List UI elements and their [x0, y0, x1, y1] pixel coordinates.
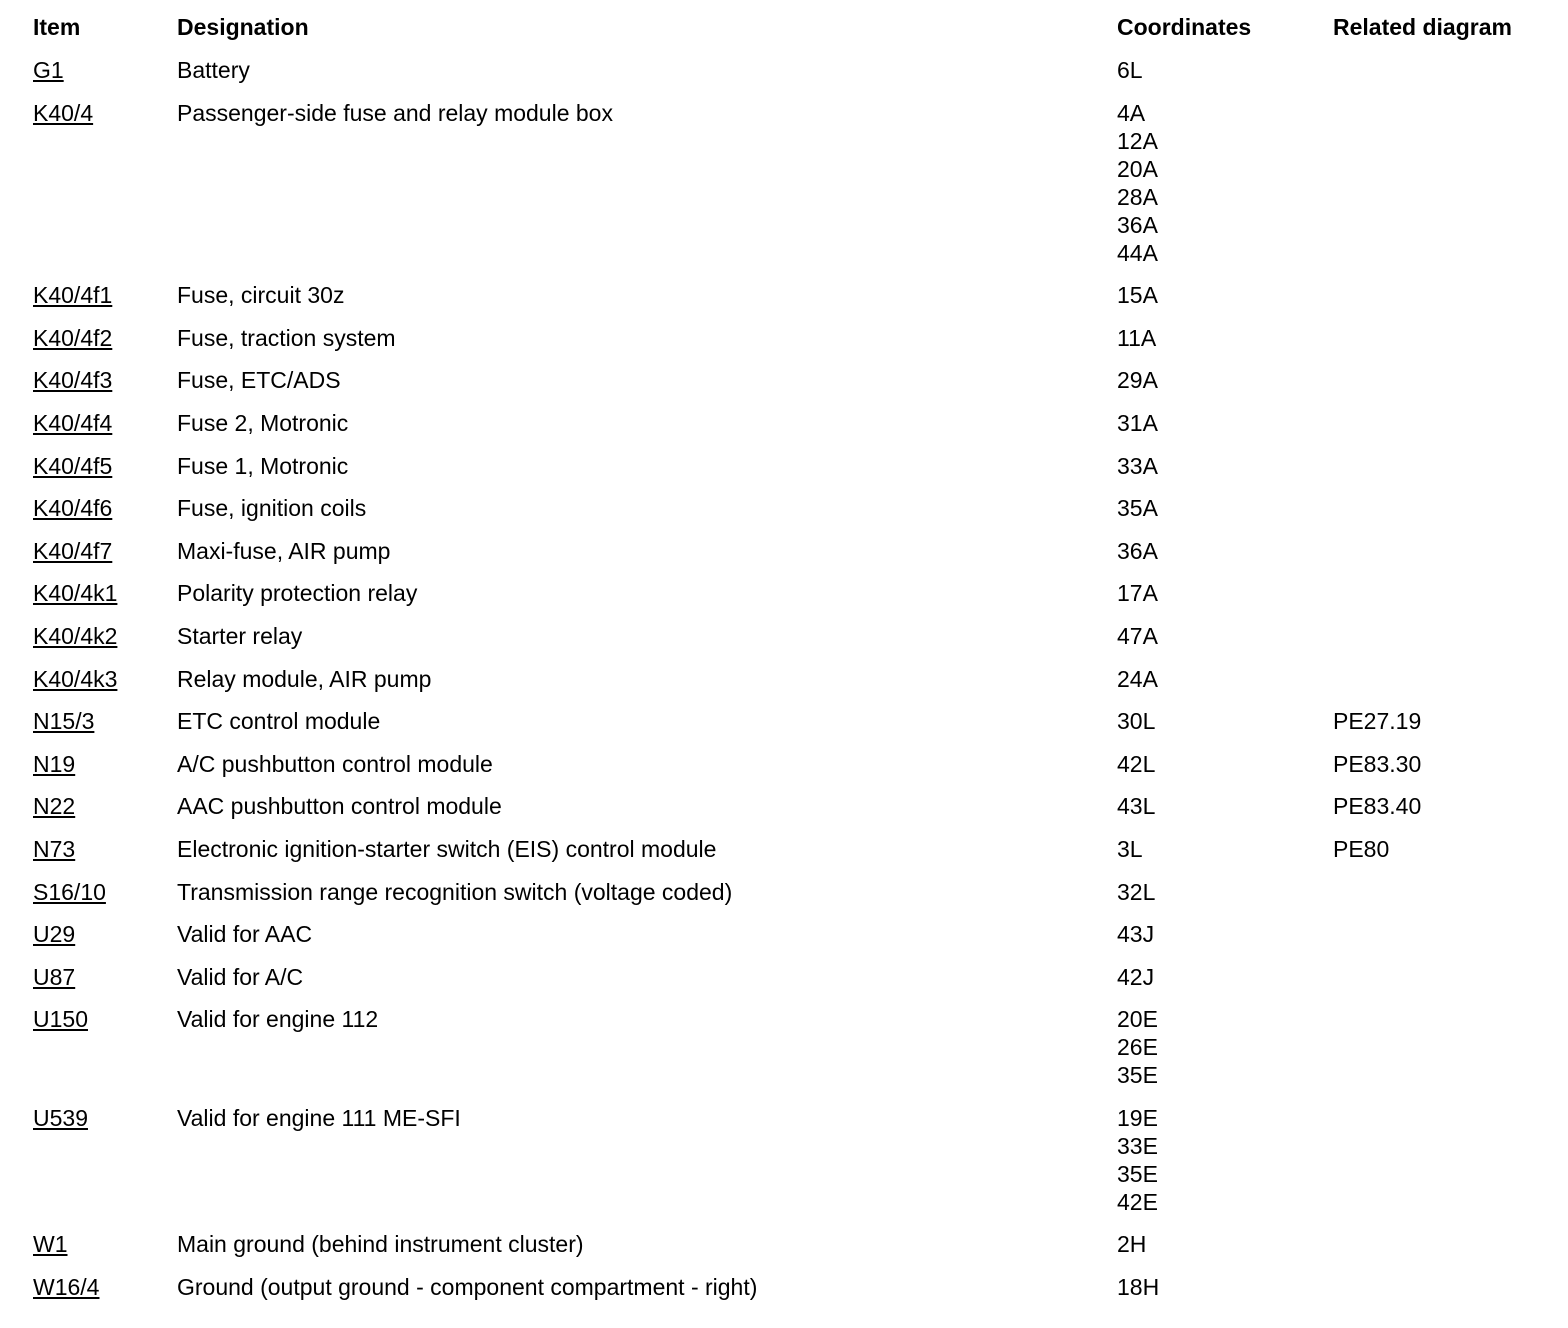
- table-row: [0, 920, 1568, 963]
- coordinate-value: 17A: [1117, 580, 1158, 607]
- table-header: [0, 14, 1568, 48]
- coordinate-value: 11A: [1117, 324, 1157, 351]
- header-related-diagram: Related diagram: [1333, 14, 1512, 40]
- table-row: [0, 707, 1568, 750]
- coordinates-cell: [1117, 56, 1317, 84]
- coordinate-value: 28A: [1117, 183, 1158, 210]
- coordinate-value: 43L: [1117, 793, 1156, 820]
- coordinate-value: 31A: [1117, 409, 1158, 436]
- table-row: [0, 1005, 1568, 1104]
- coordinate-value: 42E: [1117, 1188, 1158, 1215]
- coordinate-value: 47A: [1117, 622, 1158, 649]
- coordinates-cell: [1117, 579, 1317, 607]
- coordinate-value: 35E: [1117, 1160, 1158, 1187]
- table-row: [0, 835, 1568, 878]
- coordinate-value: 42J: [1117, 963, 1155, 990]
- designation-cell: Starter relay: [177, 622, 303, 649]
- coordinates-cell: [1117, 494, 1317, 522]
- designation-cell: Battery: [177, 57, 250, 83]
- coordinates-cell: [1117, 1273, 1317, 1301]
- item-link[interactable]: N73: [33, 835, 76, 862]
- item-link[interactable]: N19: [33, 750, 76, 777]
- item-link[interactable]: K40/4k3: [33, 665, 118, 692]
- coordinates-cell: [1117, 622, 1317, 650]
- coordinates-cell: [1117, 366, 1317, 394]
- table-row: [0, 281, 1568, 324]
- coordinates-cell: [1117, 452, 1317, 480]
- coordinate-value: 26E: [1117, 1034, 1158, 1061]
- coordinate-value: 43J: [1117, 921, 1155, 948]
- designation-cell: Valid for A/C: [177, 963, 304, 990]
- table-row: [0, 409, 1568, 452]
- item-link[interactable]: N22: [33, 793, 76, 820]
- item-link[interactable]: S16/10: [33, 878, 106, 905]
- item-link[interactable]: U150: [33, 1006, 88, 1033]
- designation-cell: AAC pushbutton control module: [177, 793, 502, 820]
- coordinate-value: 15A: [1117, 282, 1158, 309]
- coordinates-cell: [1117, 409, 1317, 437]
- coordinates-cell: [1117, 963, 1317, 991]
- item-link[interactable]: G1: [33, 57, 64, 83]
- coordinate-value: 44A: [1117, 239, 1158, 266]
- item-link[interactable]: K40/4f2: [33, 324, 113, 351]
- coordinates-cell: [1117, 878, 1317, 906]
- coordinates-cell: [1117, 1104, 1317, 1216]
- designation-cell: Fuse 2, Motronic: [177, 409, 349, 436]
- coordinates-cell: [1117, 1005, 1317, 1089]
- item-link[interactable]: N15/3: [33, 708, 95, 735]
- designation-cell: Fuse, ETC/ADS: [177, 367, 341, 394]
- designation-cell: Fuse 1, Motronic: [177, 452, 349, 479]
- coordinate-value: 18H: [1117, 1274, 1160, 1301]
- table-row: [0, 494, 1568, 537]
- table-row: [0, 622, 1568, 665]
- coordinates-cell: [1117, 1230, 1317, 1258]
- coordinate-value: 32L: [1117, 878, 1156, 905]
- designation-cell: Main ground (behind instrument cluster): [177, 1231, 584, 1258]
- coordinates-cell: [1117, 665, 1317, 693]
- coordinate-value: 20E: [1117, 1006, 1158, 1033]
- coordinate-value: 6L: [1117, 57, 1143, 83]
- coordinates-cell: [1117, 707, 1317, 735]
- designation-cell: Maxi-fuse, AIR pump: [177, 537, 391, 564]
- table-row: [0, 1104, 1568, 1231]
- designation-cell: Polarity protection relay: [177, 580, 418, 607]
- item-link[interactable]: K40/4f7: [33, 537, 113, 564]
- designation-cell: Valid for engine 112: [177, 1006, 379, 1033]
- item-link[interactable]: U29: [33, 921, 76, 948]
- item-link[interactable]: U539: [33, 1104, 88, 1131]
- designation-cell: Ground (output ground - component compartment - right): [177, 1274, 758, 1301]
- table-row: [0, 452, 1568, 495]
- related-diagram-cell: PE83.40: [1333, 793, 1422, 820]
- item-link[interactable]: U87: [33, 963, 76, 990]
- item-link[interactable]: K40/4: [33, 99, 94, 126]
- coordinate-value: 36A: [1117, 211, 1158, 238]
- coordinate-value: 30L: [1117, 708, 1156, 735]
- designation-cell: Relay module, AIR pump: [177, 665, 432, 692]
- designation-cell: Valid for AAC: [177, 921, 313, 948]
- table-row: [0, 56, 1568, 99]
- coordinates-cell: [1117, 324, 1317, 352]
- coordinate-value: 12A: [1117, 127, 1158, 154]
- coordinates-cell: [1117, 835, 1317, 863]
- designation-cell: Transmission range recognition switch (voltage coded): [177, 878, 733, 905]
- header-item: Item: [33, 14, 81, 40]
- coordinates-cell: [1117, 792, 1317, 820]
- related-diagram-cell: PE27.19: [1333, 708, 1422, 735]
- header-designation: Designation: [177, 14, 309, 40]
- table-row: [0, 1273, 1568, 1316]
- item-link[interactable]: K40/4f6: [33, 495, 113, 522]
- designation-cell: Valid for engine 111 ME-SFI: [177, 1104, 461, 1131]
- table-row: [0, 878, 1568, 921]
- coordinates-cell: [1117, 281, 1317, 309]
- designation-cell: A/C pushbutton control module: [177, 750, 493, 777]
- coordinate-value: 35E: [1117, 1062, 1158, 1089]
- coordinate-value: 33E: [1117, 1132, 1158, 1159]
- item-link[interactable]: K40/4f5: [33, 452, 113, 479]
- table-row: [0, 792, 1568, 835]
- coordinate-value: 42L: [1117, 750, 1156, 777]
- coordinate-value: 24A: [1117, 665, 1158, 692]
- designation-cell: Fuse, circuit 30z: [177, 282, 345, 309]
- coordinate-value: 4A: [1117, 99, 1146, 126]
- table-row: [0, 963, 1568, 1006]
- table-row: [0, 579, 1568, 622]
- item-link[interactable]: K40/4k1: [33, 580, 118, 607]
- table-row: [0, 537, 1568, 580]
- coordinate-value: 33A: [1117, 452, 1158, 479]
- coordinate-value: 19E: [1117, 1104, 1158, 1131]
- table-row: [0, 99, 1568, 282]
- coordinates-cell: [1117, 750, 1317, 778]
- coordinates-cell: [1117, 537, 1317, 565]
- coordinate-value: 35A: [1117, 495, 1158, 522]
- item-link[interactable]: K40/4f4: [33, 409, 113, 436]
- coordinates-cell: [1117, 99, 1317, 267]
- table-body: [0, 56, 1568, 1316]
- coordinate-value: 20A: [1117, 155, 1158, 182]
- coordinate-value: 29A: [1117, 367, 1158, 394]
- coordinates-cell: [1117, 920, 1317, 948]
- item-link[interactable]: W16/4: [33, 1274, 100, 1301]
- table-row: [0, 324, 1568, 367]
- designation-cell: Fuse, traction system: [177, 324, 396, 351]
- coordinate-value: 3L: [1117, 835, 1143, 862]
- designation-cell: Electronic ignition-starter switch (EIS) control module: [177, 835, 717, 862]
- table-row: [0, 366, 1568, 409]
- header-coordinates: Coordinates: [1117, 14, 1252, 40]
- related-diagram-cell: PE80: [1333, 835, 1390, 862]
- table-row: [0, 750, 1568, 793]
- designation-cell: Fuse, ignition coils: [177, 495, 367, 522]
- designation-cell: Passenger-side fuse and relay module box: [177, 99, 613, 126]
- table-row: [0, 1230, 1568, 1273]
- item-link[interactable]: W1: [33, 1231, 68, 1258]
- item-link[interactable]: K40/4f1: [33, 282, 113, 309]
- related-diagram-cell: PE83.30: [1333, 750, 1422, 777]
- coordinate-value: 36A: [1117, 537, 1158, 564]
- table-row: [0, 665, 1568, 708]
- designation-cell: ETC control module: [177, 708, 381, 735]
- item-link[interactable]: K40/4f3: [33, 367, 113, 394]
- item-link[interactable]: K40/4k2: [33, 622, 118, 649]
- coordinate-value: 2H: [1117, 1231, 1147, 1258]
